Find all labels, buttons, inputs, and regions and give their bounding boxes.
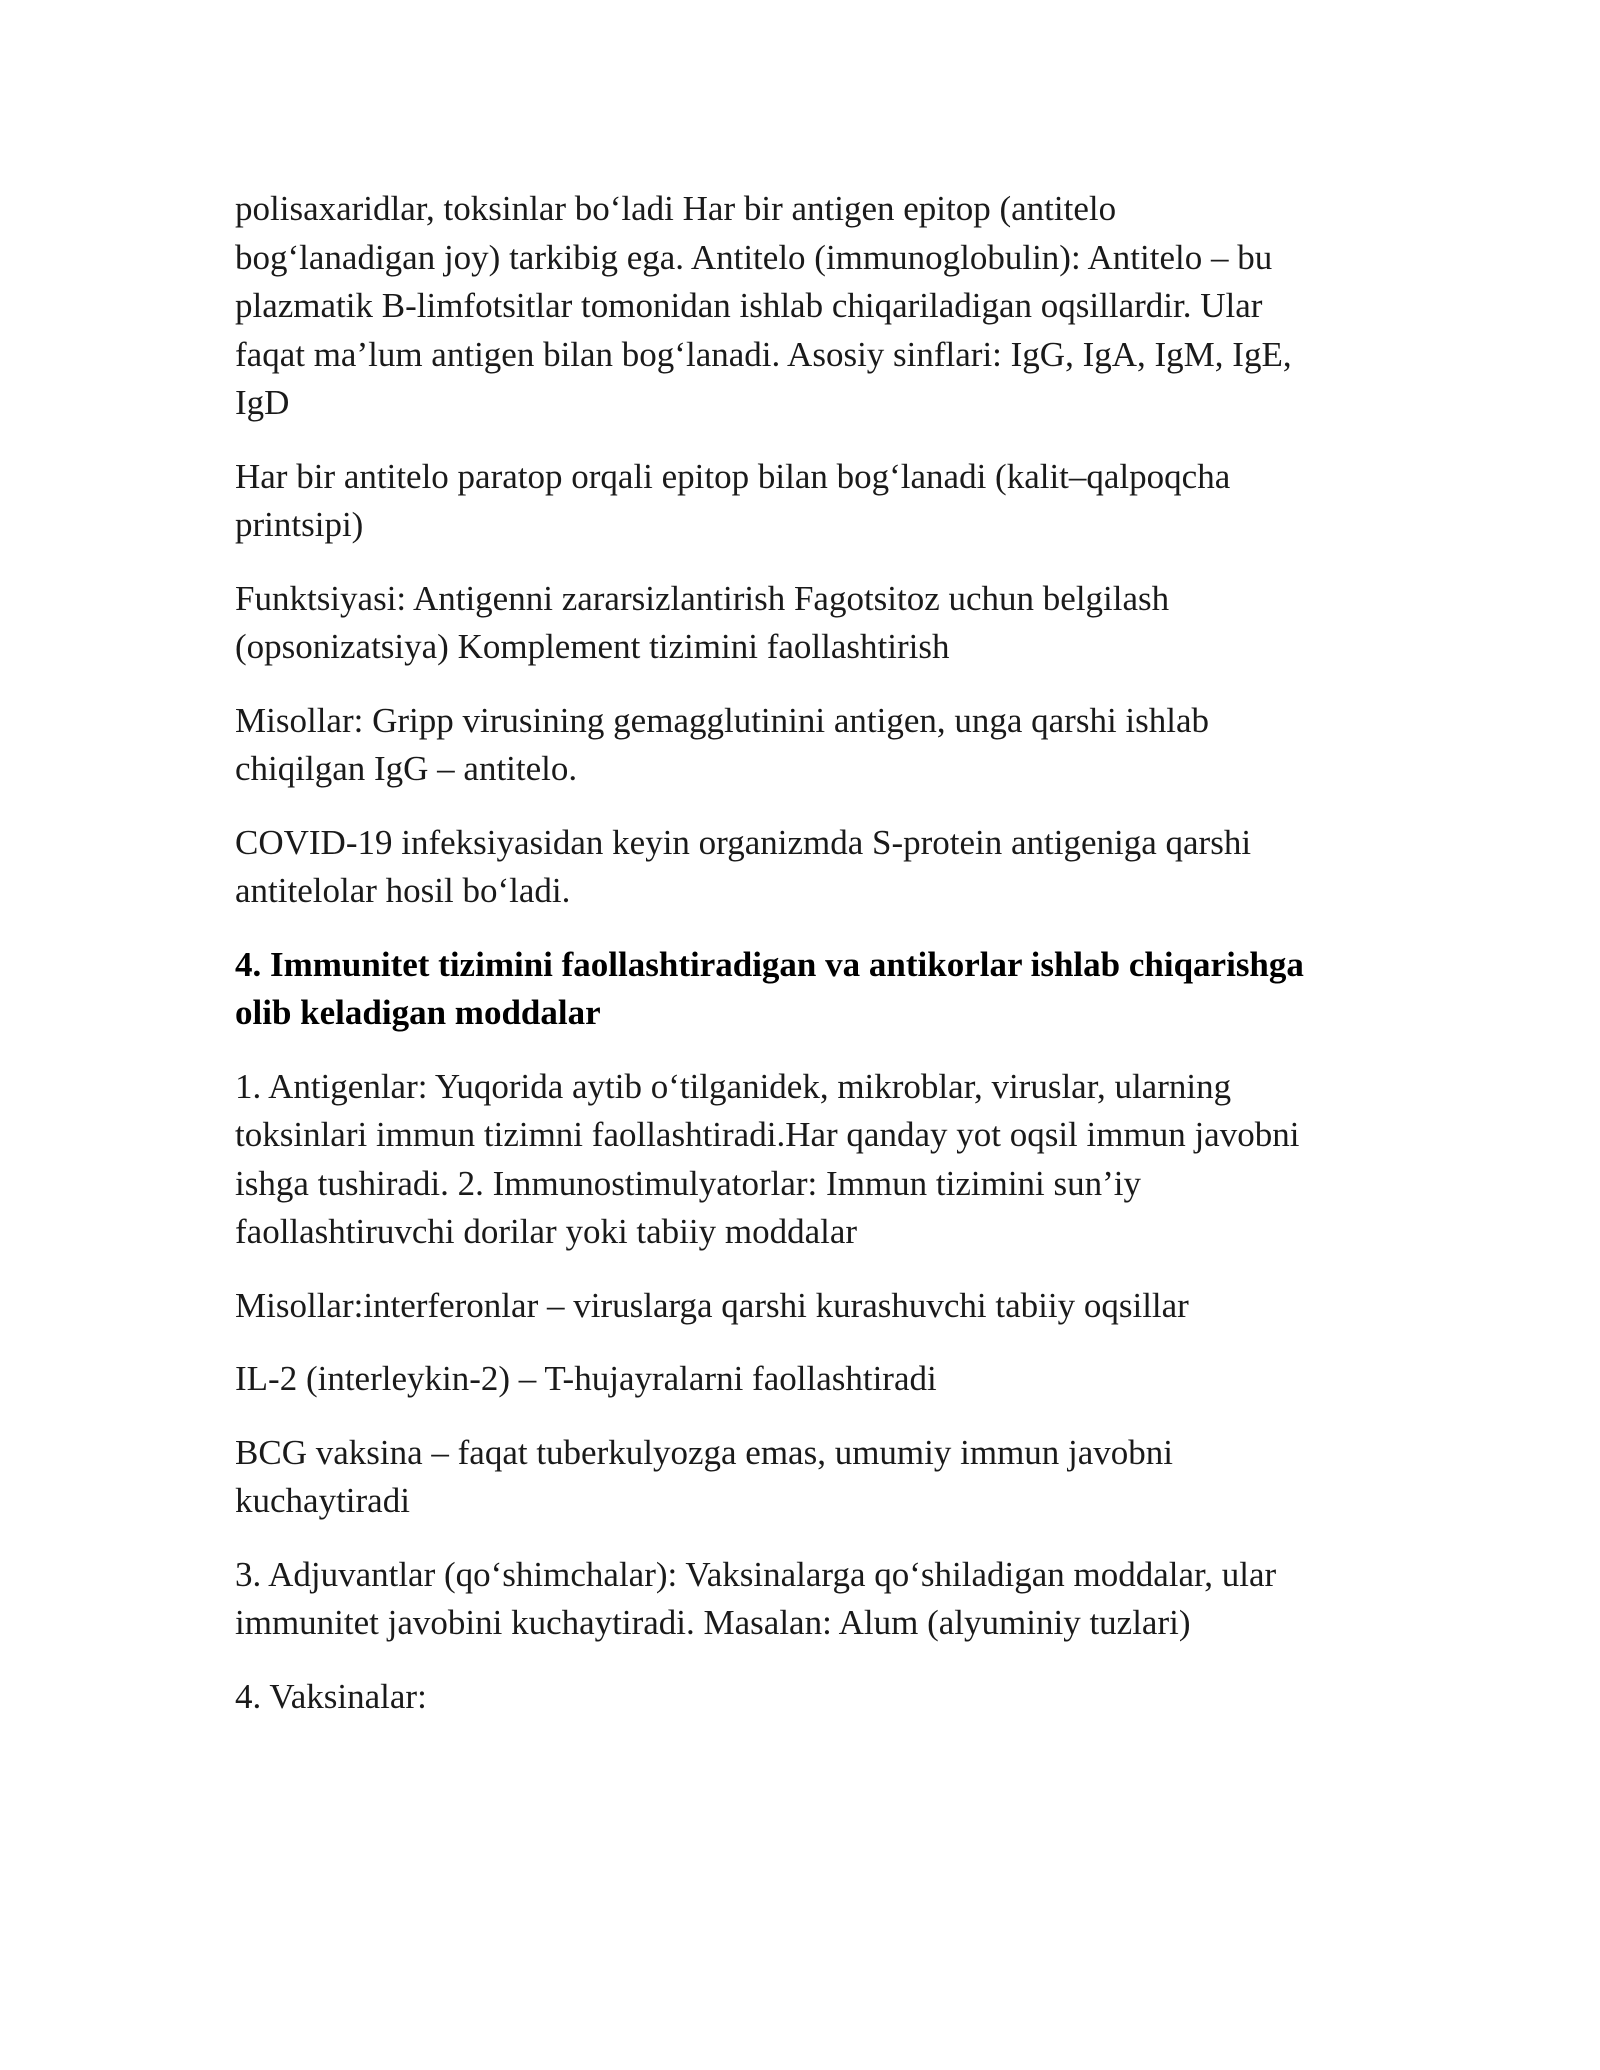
section-heading [235,941,1365,1038]
paragraph [235,185,1365,428]
paragraph [235,1551,1365,1648]
text-line: antitelolar hosil bo‘ladi. [235,871,571,910]
text-line: kuchaytiradi [235,1481,410,1520]
text-line: polisaxaridlar, toksinlar bo‘ladi Har bir antigen epitop (antitelo [235,189,1117,228]
text-line: ishga tushiradi. 2. Immunostimulyatorlar: Immun tizimini sun’iy [235,1163,1142,1203]
text-line: faollashtiruvchi dorilar yoki tabiiy moddalar [235,1212,858,1251]
text-line: COVID-19 infeksiyasidan keyin organizmda S-protein antigeniga qarshi [235,822,1252,862]
text-line: plazmatik B-limfotsitlar tomonidan ishlab chiqariladigan oqsillardir. Ular [235,286,1263,325]
text-line: chiqilgan IgG – antitelo. [235,749,578,788]
paragraph [235,1355,1365,1404]
text-line: Har bir antitelo paratop orqali epitop bilan bog‘lanadi (kalit–qalpoqcha [235,456,1231,496]
text-line: olib keladigan moddalar [235,993,601,1032]
text-line: 4. Immunitet tizimini faollashtiradigan va antikorlar ishlab chiqarishga [235,944,1304,984]
text-line: immunitet javobini kuchaytiradi. Masalan: Alum (alyuminiy tuzlari) [235,1603,1191,1642]
text-line: IL-2 (interleykin-2) – T-hujayralarni faollashtiradi [235,1359,937,1398]
paragraph [235,453,1365,550]
paragraph [235,1063,1365,1257]
paragraph [235,697,1365,794]
text-line: faqat ma’lum antigen bilan bog‘lanadi. Asosiy sinflari: IgG, IgA, IgM, IgE, [235,334,1292,374]
document-body [235,185,1365,1746]
paragraph [235,1429,1365,1526]
text-line: 1. Antigenlar: Yuqorida aytib o‘tilganidek, mikroblar, viruslar, ularning [235,1066,1232,1106]
text-line: printsipi) [235,505,364,544]
text-line: (opsonizatsiya) Komplement tizimini faollashtirish [235,627,950,666]
text-line: 4. Vaksinalar: [235,1676,427,1716]
text-line: Misollar: Gripp virusining gemagglutinini antigen, unga qarshi ishlab [235,700,1210,740]
paragraph [235,1673,1365,1722]
text-line: BCG vaksina – faqat tuberkulyozga emas, umumiy immun javobni [235,1432,1174,1472]
paragraph [235,819,1365,916]
text-line: 3. Adjuvantlar (qo‘shimchalar): Vaksinalarga qo‘shiladigan moddalar, ular [235,1554,1277,1594]
text-line: toksinlari immun tizimni faollashtiradi.Har qanday yot oqsil immun javobni [235,1115,1300,1154]
text-line: IgD [235,383,290,422]
text-line: Misollar:interferonlar – viruslarga qarshi kurashuvchi tabiiy oqsillar [235,1285,1189,1325]
text-line: Funktsiyasi: Antigenni zararsizlantirish Fagotsitoz uchun belgilash [235,578,1170,618]
paragraph [235,1282,1365,1331]
paragraph [235,575,1365,672]
text-line: bog‘lanadigan joy) tarkibig ega. Antitelo (immunoglobulin): Antitelo – bu [235,237,1273,277]
